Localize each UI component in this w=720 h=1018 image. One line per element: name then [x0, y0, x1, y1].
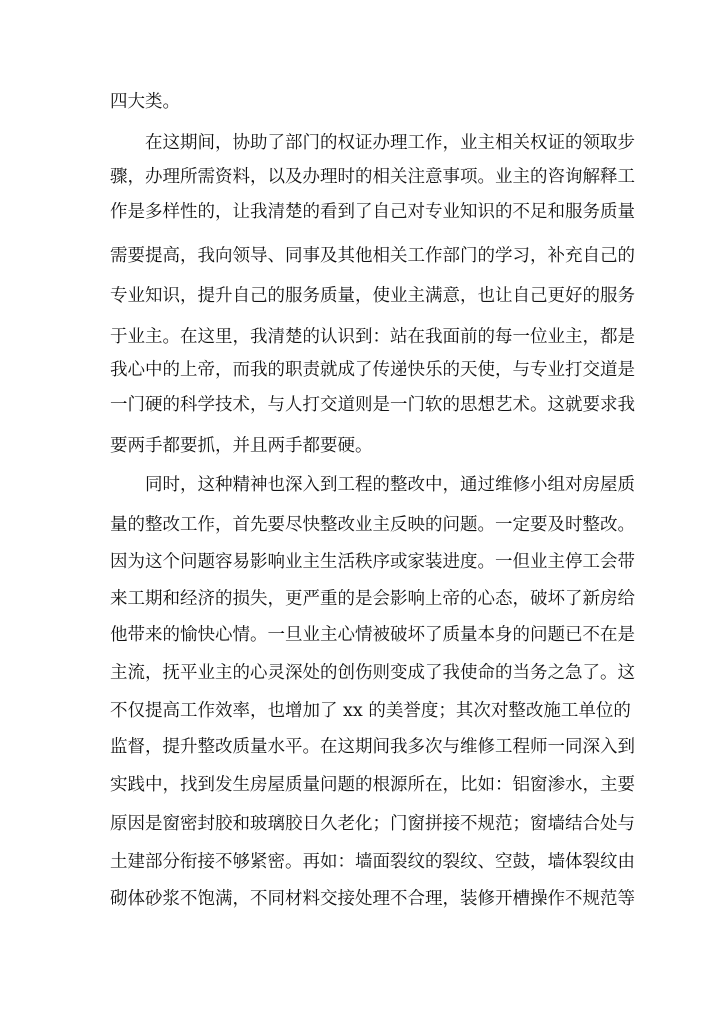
- text-line: 不仅提高工作效率，也增加了 xx 的美誉度；其次对整改施工单位的: [110, 701, 631, 721]
- text-line: 四大类。: [110, 92, 180, 112]
- text-line: 来工期和经济的损失，更严重的是会影响上帝的心态，破坏了新房给: [110, 589, 635, 609]
- text-line: 因为这个问题容易影响业主生活秩序或家装进度。一但业主停工会带: [110, 552, 635, 572]
- text-line: 作是多样性的，让我清楚的看到了自己对专业知识的不足和服务质量: [110, 202, 635, 222]
- text-line: 我心中的上帝，而我的职责就成了传递快乐的天使，与专业打交道是: [110, 360, 635, 380]
- text-line: 于业主。在这里，我清楚的认识到：站在我面前的每一位业主，都是: [110, 327, 635, 347]
- text-line: 量的整改工作，首先要尽快整改业主反映的问题。一定要及时整改。: [110, 515, 635, 535]
- text-line: 砌体砂浆不饱满，不同材料交接处理不合理，装修开槽操作不规范等: [110, 889, 635, 909]
- text-line: 他带来的愉快心情。一旦业主心情被破坏了质量本身的问题已不在是: [110, 625, 635, 645]
- text-line: 实践中，找到发生房屋质量问题的根源所在，比如：铝窗渗水，主要: [110, 775, 635, 795]
- paragraph-first-line: 在这期间，协助了部门的权证办理工作，业主相关权证的领取步: [145, 133, 635, 153]
- text-line: 要两手都要抓，并且两手都要硬。: [110, 436, 373, 456]
- text-line: 监督，提升整改质量水平。在这期间我多次与维修工程师一同深入到: [110, 737, 635, 757]
- text-line: 需要提高，我向领导、同事及其他相关工作部门的学习，补充自己的: [110, 246, 635, 266]
- text-line: 一门硬的科学技术，与人打交道则是一门软的思想艺术。这就要求我: [110, 395, 635, 415]
- text-line: 原因是窗密封胶和玻璃胶日久老化；门窗拼接不规范；窗墙结合处与: [110, 814, 635, 834]
- text-line: 专业知识，提升自己的服务质量，使业主满意，也让自己更好的服务: [110, 286, 635, 306]
- text-line: 骤，办理所需资料，以及办理时的相关注意事项。业主的咨询解释工: [110, 167, 635, 187]
- paragraph-first-line: 同时，这种精神也深入到工程的整改中，通过维修小组对房屋质: [145, 475, 635, 495]
- text-line: 主流，抚平业主的心灵深处的创伤则变成了我使命的当务之急了。这: [110, 663, 635, 683]
- text-line: 土建部分衔接不够紧密。再如：墙面裂纹的裂纹、空鼓，墙体裂纹由: [110, 852, 635, 872]
